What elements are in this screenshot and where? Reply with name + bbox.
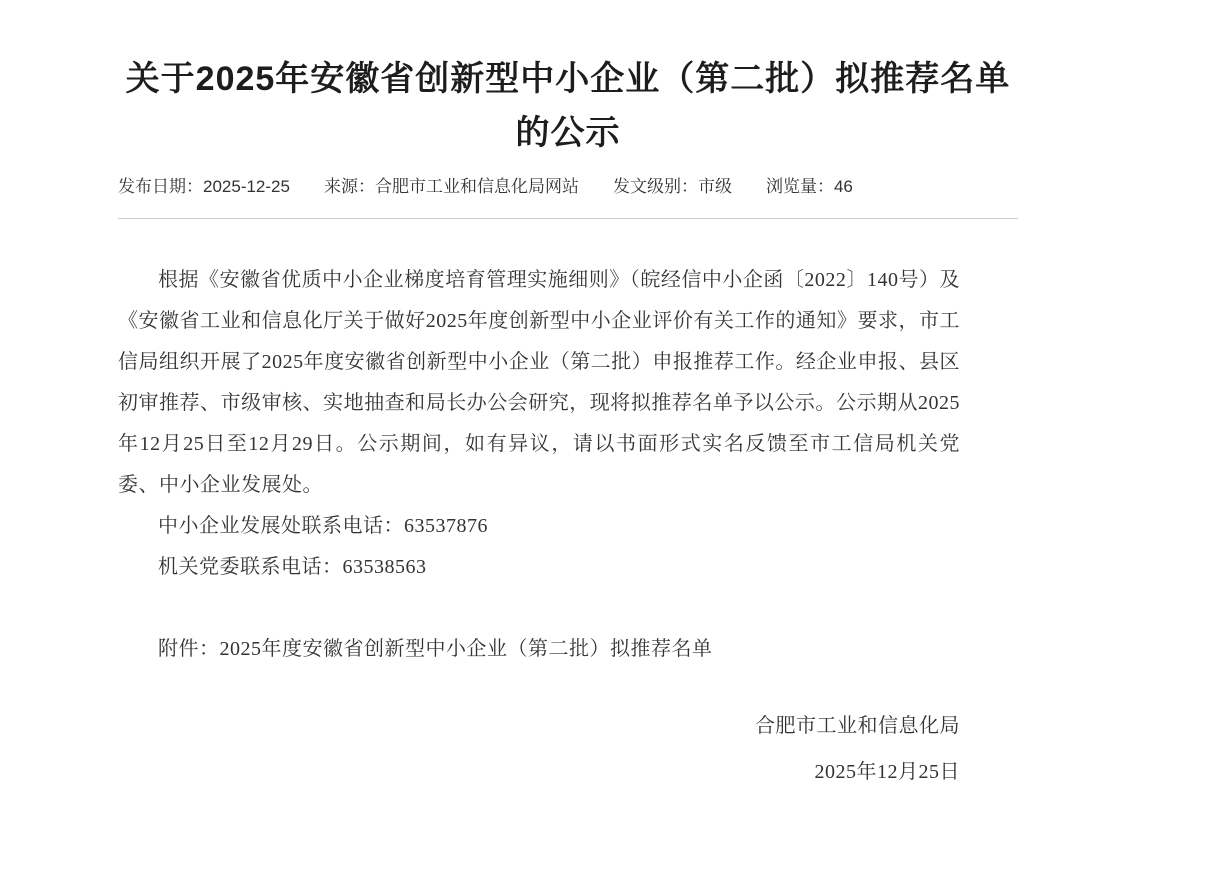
doc-level-value: 市级	[697, 177, 732, 196]
signature-date: 2025年12月25日	[814, 761, 960, 783]
announcement-page	[118, 52, 1018, 795]
contact-line-party-committee: 机关党委联系电话：63538563	[158, 556, 427, 578]
article-meta	[118, 177, 1018, 197]
attachment-link[interactable]: 附件：2025年度安徽省创新型中小企业（第二批）拟推荐名单	[158, 638, 713, 660]
publish-date	[118, 177, 290, 197]
doc-level-label: 发文级别：	[612, 177, 698, 196]
publish-date-label: 发布日期：	[118, 177, 203, 196]
view-count-value: 46	[833, 177, 853, 196]
paragraph-main: 根据《安徽省优质中小企业梯度培育管理实施细则》（皖经信中小企函〔2022〕140号）及《安徽省工业和信息化厅关于做好2025年度创新型中小企业评价有关工作的通知》要求，市工信局组织开展了2025年度安徽省创新型中小企业（第二批）申报推荐工作。经企业申报、县区初审推荐、市级审核、实地抽查和局长办公会研究，现将拟推荐名单予以公示。公示期从2025年12月25日至12月29日。公示期间，如有异议，请以书面形式实名反馈至市工信局机关党委、中小企业发展处。	[118, 269, 960, 496]
view-count	[766, 177, 853, 197]
page-title: 关于2025年安徽省创新型中小企业（第二批）拟推荐名单的公示	[125, 60, 1011, 152]
signature-block	[118, 703, 960, 795]
source-value: 合肥市工业和信息化局网站	[374, 177, 579, 196]
contact-line-smes-office: 中小企业发展处联系电话：63537876	[158, 515, 488, 537]
meta-divider	[118, 218, 1018, 219]
signature-issuer: 合肥市工业和信息化局	[755, 715, 960, 737]
doc-level	[613, 177, 732, 197]
source-label: 来源：	[323, 177, 375, 196]
article-body	[118, 260, 960, 795]
view-count-label: 浏览量：	[765, 177, 834, 196]
source	[324, 177, 579, 197]
publish-date-value: 2025-12-25	[203, 177, 290, 196]
